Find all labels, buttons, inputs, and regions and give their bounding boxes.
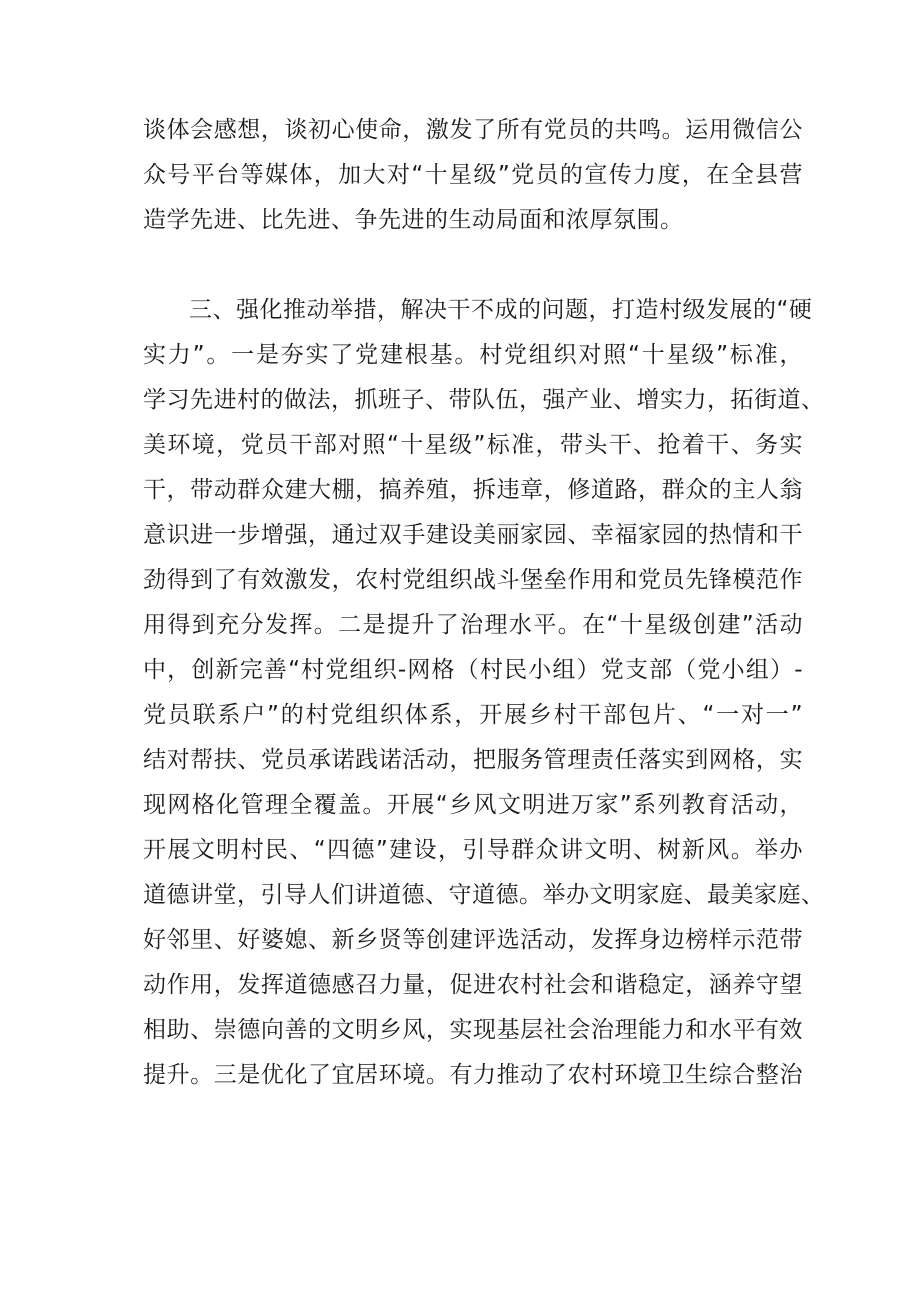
text-line: 意识进一步增强，通过双手建设美丽家园、幸福家园的热情和干 (143, 522, 803, 548)
text-line: 现网格化管理全覆盖。开展“乡风文明进万家”系列教育活动， (143, 792, 803, 818)
text-line: 谈体会感想，谈初心使命，激发了所有党员的共鸣。运用微信公 (143, 117, 803, 143)
text-line: 众号平台等媒体，加大对“十星级”党员的宣传力度，在全县营 (143, 162, 803, 188)
text-line: 干，带动群众建大棚，搞养殖，拆违章，修道路，群众的主人翁 (143, 477, 803, 503)
text-line: 道德讲堂，引导人们讲道德、守道德。举办文明家庭、最美家庭、 (143, 882, 825, 908)
text-line: 学习先进村的做法，抓班子、带队伍，强产业、增实力，拓街道、 (143, 387, 825, 413)
text-line: 结对帮扶、党员承诺践诺活动，把服务管理责任落实到网格，实 (143, 747, 803, 773)
text-line: 提升。三是优化了宜居环境。有力推动了农村环境卫生综合整治 (143, 1062, 803, 1088)
text-line: 相助、崇德向善的文明乡风，实现基层社会治理能力和水平有效 (143, 1017, 803, 1043)
text-line: 好邻里、好婆媳、新乡贤等创建评选活动，发挥身边榜样示范带 (143, 927, 803, 953)
text-line: 动作用，发挥道德感召力量，促进农村社会和谐稳定，涵养守望 (143, 972, 803, 998)
text-line: 造学先进、比先进、争先进的生动局面和浓厚氛围。 (143, 207, 684, 233)
text-line: 实力”。一是夯实了党建根基。村党组织对照“十星级”标准， (143, 342, 803, 368)
text-line: 用得到充分发挥。二是提升了治理水平。在“十星级创建”活动 (143, 612, 803, 638)
text-line: 中，创新完善“村党组织-网格（村民小组）党支部（党小组）- (143, 657, 803, 683)
text-line: 党员联系户”的村党组织体系，开展乡村干部包片、“一对一” (143, 702, 803, 728)
text-line: 三、强化推动举措，解决干不成的问题，打造村级发展的“硬 (189, 297, 813, 323)
text-line: 美环境，党员干部对照“十星级”标准，带头干、抢着干、务实 (143, 432, 803, 458)
text-line: 劲得到了有效激发，农村党组织战斗堡垒作用和党员先锋模范作 (143, 567, 803, 593)
text-line: 开展文明村民、“四德”建设，引导群众讲文明、树新风。举办 (143, 837, 803, 863)
